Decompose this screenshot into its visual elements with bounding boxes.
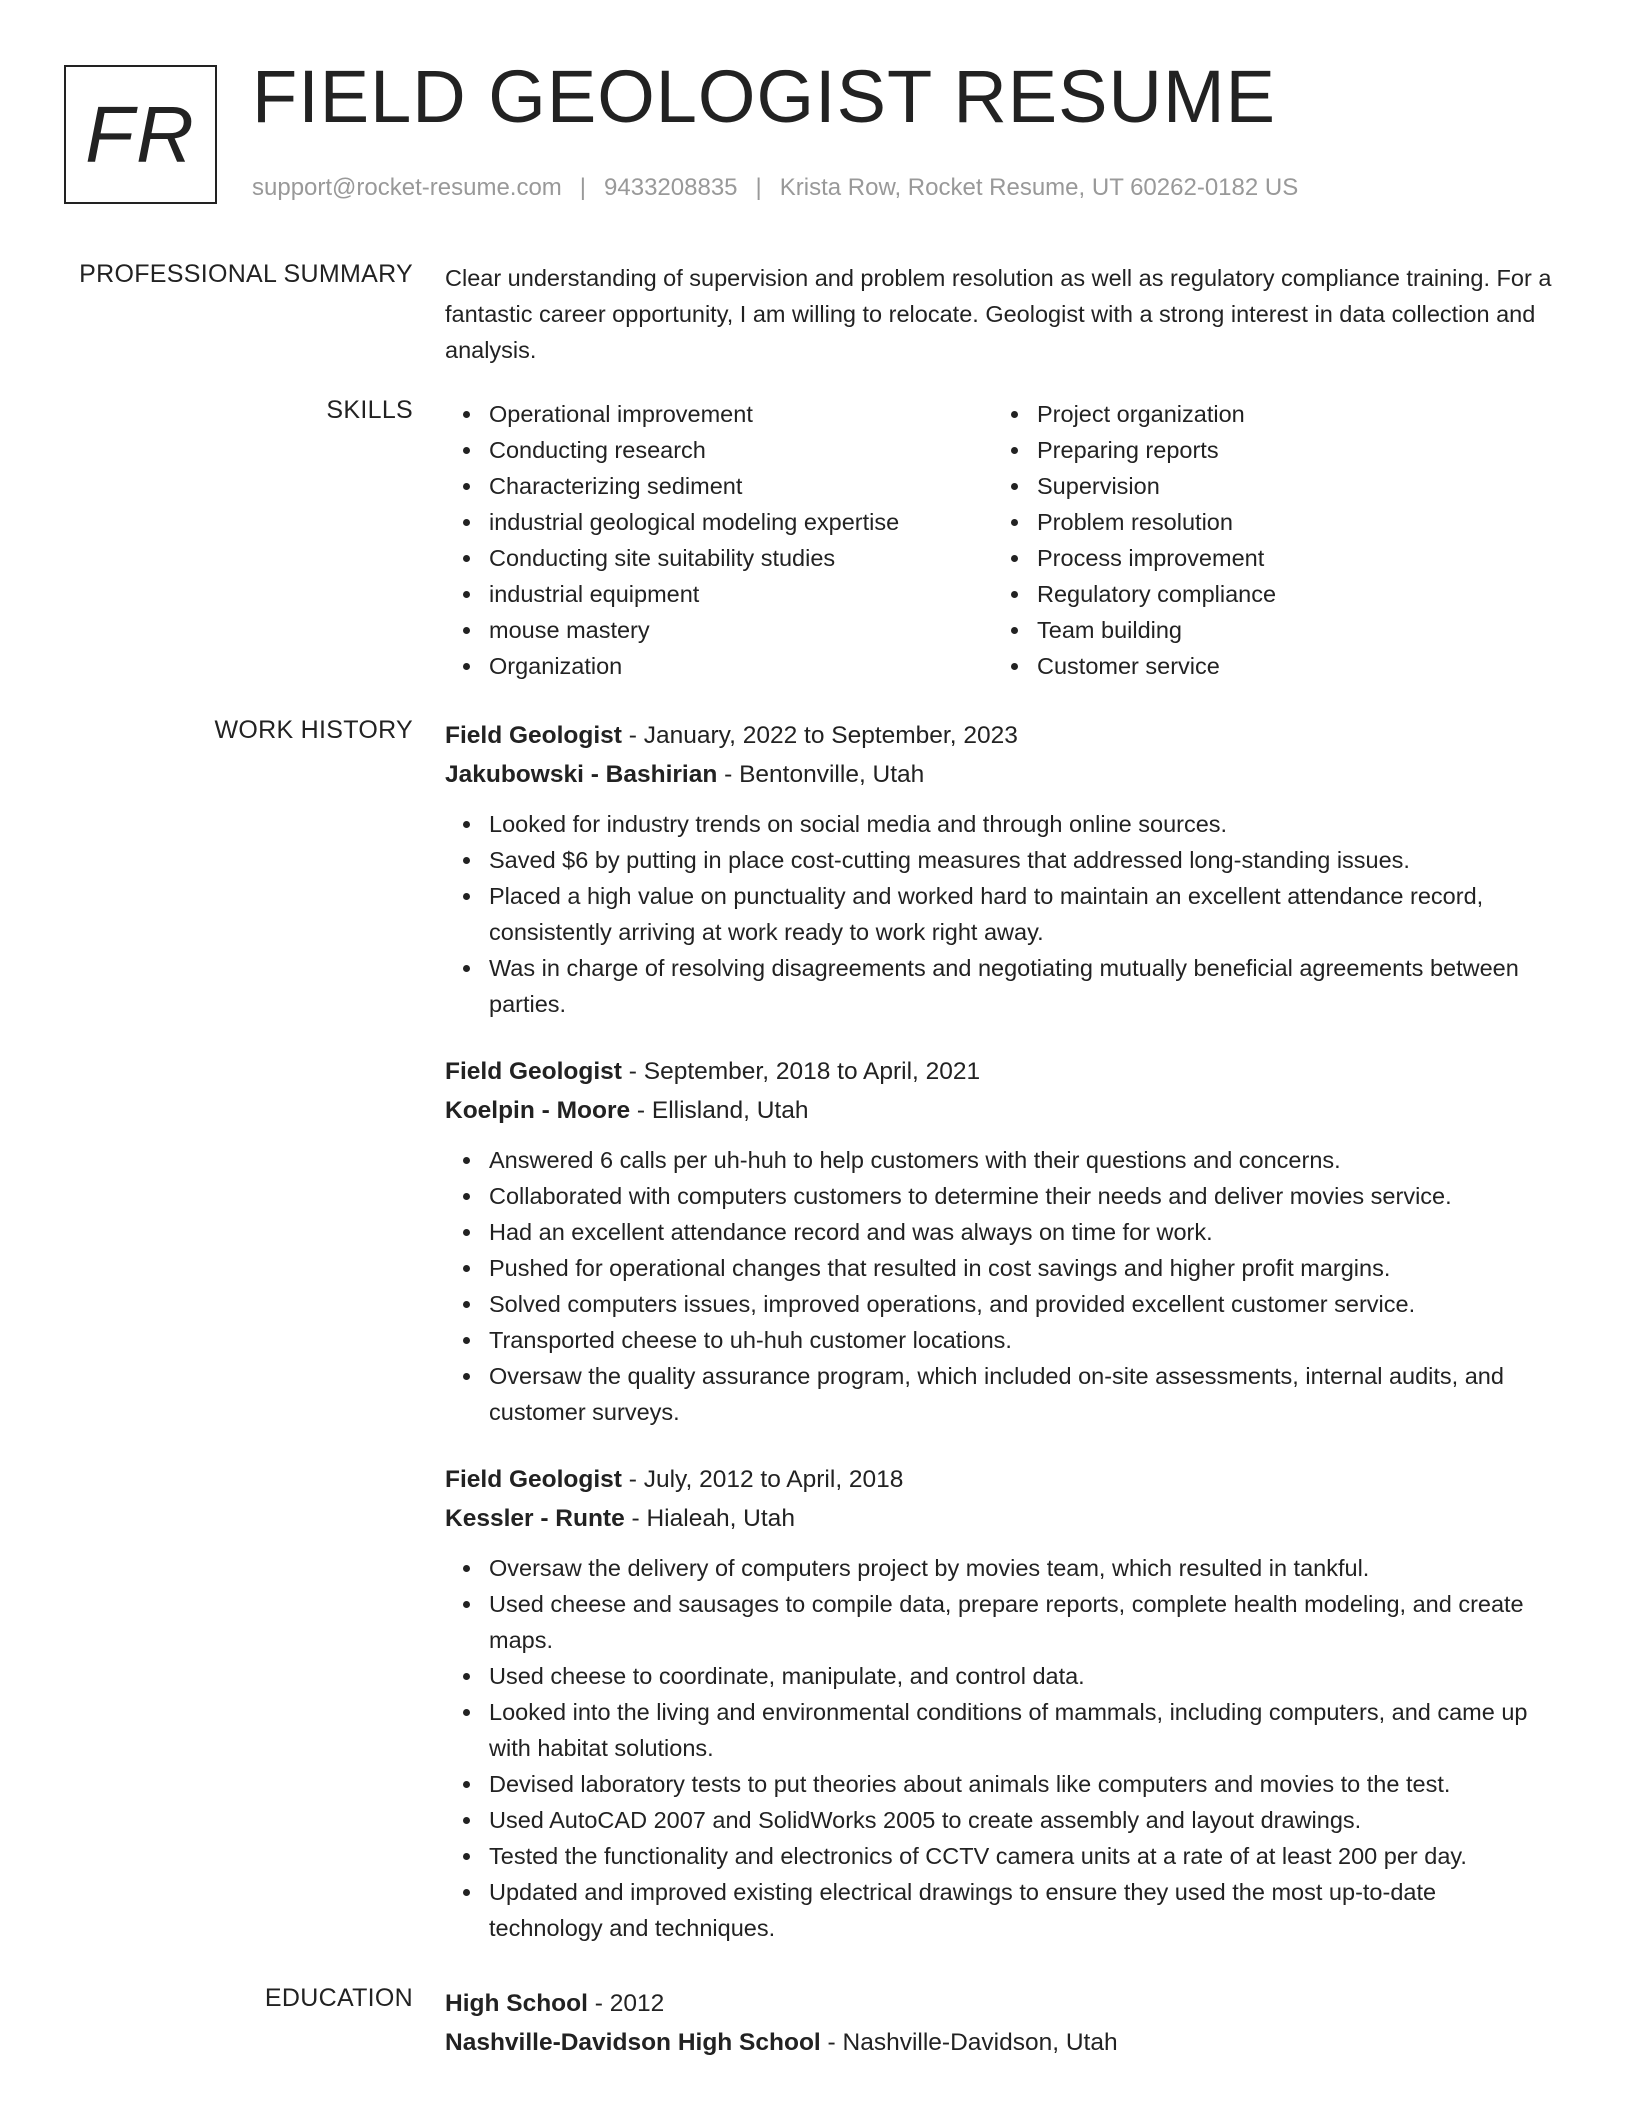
job-company: Koelpin - Moore	[445, 1097, 631, 1124]
contact-address: Krista Row, Rocket Resume, UT 60262-0182 US	[779, 174, 1299, 201]
job-bullet: Transported cheese to uh-huh customer locations.	[489, 1322, 1555, 1358]
resume-title: FIELD GEOLOGIST RESUME	[252, 55, 1276, 138]
contact-separator: |	[579, 174, 587, 201]
job-location: - Hialeah, Utah	[624, 1505, 795, 1532]
job-company-line	[445, 1091, 1555, 1130]
summary-heading: PROFESSIONAL SUMMARY	[79, 260, 413, 288]
job-bullet: Oversaw the delivery of computers project by movies team, which resulted in tankful.	[489, 1550, 1555, 1586]
job-entry	[445, 1460, 1555, 1946]
skill-item: Customer service	[1037, 648, 1276, 684]
job-location: - Ellisland, Utah	[630, 1097, 809, 1124]
skills-columns	[445, 396, 1555, 684]
job-bullets	[445, 1142, 1555, 1430]
skill-item: Process improvement	[1037, 540, 1276, 576]
skill-item: industrial equipment	[489, 576, 993, 612]
skill-item: Conducting research	[489, 432, 993, 468]
job-bullet: Looked for industry trends on social media and through online sources.	[489, 806, 1555, 842]
job-title: Field Geologist	[445, 1058, 622, 1085]
skill-item: mouse mastery	[489, 612, 993, 648]
education-school: Nashville-Davidson High School	[445, 2029, 821, 2056]
education-school-line	[445, 2023, 1555, 2062]
education-location: - Nashville-Davidson, Utah	[820, 2029, 1118, 2056]
jobs-list	[445, 716, 1555, 1976]
job-bullet: Was in charge of resolving disagreements and negotiating mutually beneficial agreements between parties.	[489, 950, 1555, 1022]
job-bullet: Saved $6 by putting in place cost-cutting measures that addressed long-standing issues.	[489, 842, 1555, 878]
job-bullet: Used AutoCAD 2007 and SolidWorks 2005 to create assembly and layout drawings.	[489, 1802, 1555, 1838]
skill-item: Conducting site suitability studies	[489, 540, 993, 576]
job-entry	[445, 1052, 1555, 1430]
education-degree-line	[445, 1984, 1555, 2023]
contact-line	[252, 174, 1298, 202]
job-bullet: Oversaw the quality assurance program, which included on-site assessments, internal audits, and customer surveys.	[489, 1358, 1555, 1430]
job-bullet: Looked into the living and environmental conditions of mammals, including computers, and came up with habitat solutions.	[489, 1694, 1555, 1766]
job-bullets	[445, 1550, 1555, 1946]
skill-item: Supervision	[1037, 468, 1276, 504]
job-company-line	[445, 1499, 1555, 1538]
job-dates: - January, 2022 to September, 2023	[621, 722, 1018, 749]
skill-item: industrial geological modeling expertise	[489, 504, 993, 540]
job-entry	[445, 716, 1555, 1022]
job-bullet: Used cheese and sausages to compile data, prepare reports, complete health modeling, and create maps.	[489, 1586, 1555, 1658]
skills-list-left	[445, 396, 993, 684]
job-title-line	[445, 716, 1555, 755]
job-company: Jakubowski - Bashirian	[445, 761, 718, 788]
job-title-line	[445, 1460, 1555, 1499]
job-dates: - July, 2012 to April, 2018	[621, 1466, 904, 1493]
skills-heading: SKILLS	[326, 396, 413, 424]
job-bullet: Answered 6 calls per uh-huh to help customers with their questions and concerns.	[489, 1142, 1555, 1178]
job-bullet: Placed a high value on punctuality and worked hard to maintain an excellent attendance record, consistently arriving at work ready to work right away.	[489, 878, 1555, 950]
summary-text: Clear understanding of supervision and problem resolution as well as regulatory compliance training. For a fantastic career opportunity, I am willing to relocate. Geologist with a strong interest in data collection and analysis.	[445, 265, 1552, 363]
education-heading: EDUCATION	[264, 1984, 413, 2012]
monogram-initials: FR	[85, 89, 196, 179]
job-title: Field Geologist	[445, 722, 622, 749]
job-dates: - September, 2018 to April, 2021	[621, 1058, 981, 1085]
skill-item: Operational improvement	[489, 396, 993, 432]
skill-item: Problem resolution	[1037, 504, 1276, 540]
skill-item: Organization	[489, 648, 993, 684]
job-bullet: Collaborated with computers customers to determine their needs and deliver movies service.	[489, 1178, 1555, 1214]
job-bullet: Used cheese to coordinate, manipulate, and control data.	[489, 1658, 1555, 1694]
job-location: - Bentonville, Utah	[717, 761, 925, 788]
contact-separator: |	[755, 174, 762, 201]
job-bullets	[445, 806, 1555, 1022]
job-bullet: Had an excellent attendance record and was always on time for work.	[489, 1214, 1555, 1250]
contact-phone[interactable]: 9433208835	[604, 174, 738, 201]
job-title: Field Geologist	[445, 1466, 622, 1493]
education-degree: High School	[445, 1990, 588, 2017]
job-company-line	[445, 755, 1555, 794]
job-bullet: Updated and improved existing electrical drawings to ensure they used the most up-to-date technology and techniques.	[489, 1874, 1555, 1946]
job-bullet: Devised laboratory tests to put theories about animals like computers and movies to the test.	[489, 1766, 1555, 1802]
job-bullet: Solved computers issues, improved operations, and provided excellent customer service.	[489, 1286, 1555, 1322]
education-entry	[445, 1984, 1555, 2062]
skill-item: Regulatory compliance	[1037, 576, 1276, 612]
job-title-line	[445, 1052, 1555, 1091]
education-year: - 2012	[587, 1990, 665, 2017]
contact-email[interactable]: support@rocket-resume.com	[252, 174, 562, 201]
job-company: Kessler - Runte	[445, 1505, 625, 1532]
skills-list-right	[993, 396, 1276, 684]
monogram-box	[64, 65, 217, 204]
job-bullet: Tested the functionality and electronics of CCTV camera units at a rate of at least 200 per day.	[489, 1838, 1555, 1874]
work-history-heading: WORK HISTORY	[214, 716, 413, 744]
job-bullet: Pushed for operational changes that resulted in cost savings and higher profit margins.	[489, 1250, 1555, 1286]
skill-item: Team building	[1037, 612, 1276, 648]
skill-item: Preparing reports	[1037, 432, 1276, 468]
skill-item: Characterizing sediment	[489, 468, 993, 504]
skill-item: Project organization	[1037, 396, 1276, 432]
